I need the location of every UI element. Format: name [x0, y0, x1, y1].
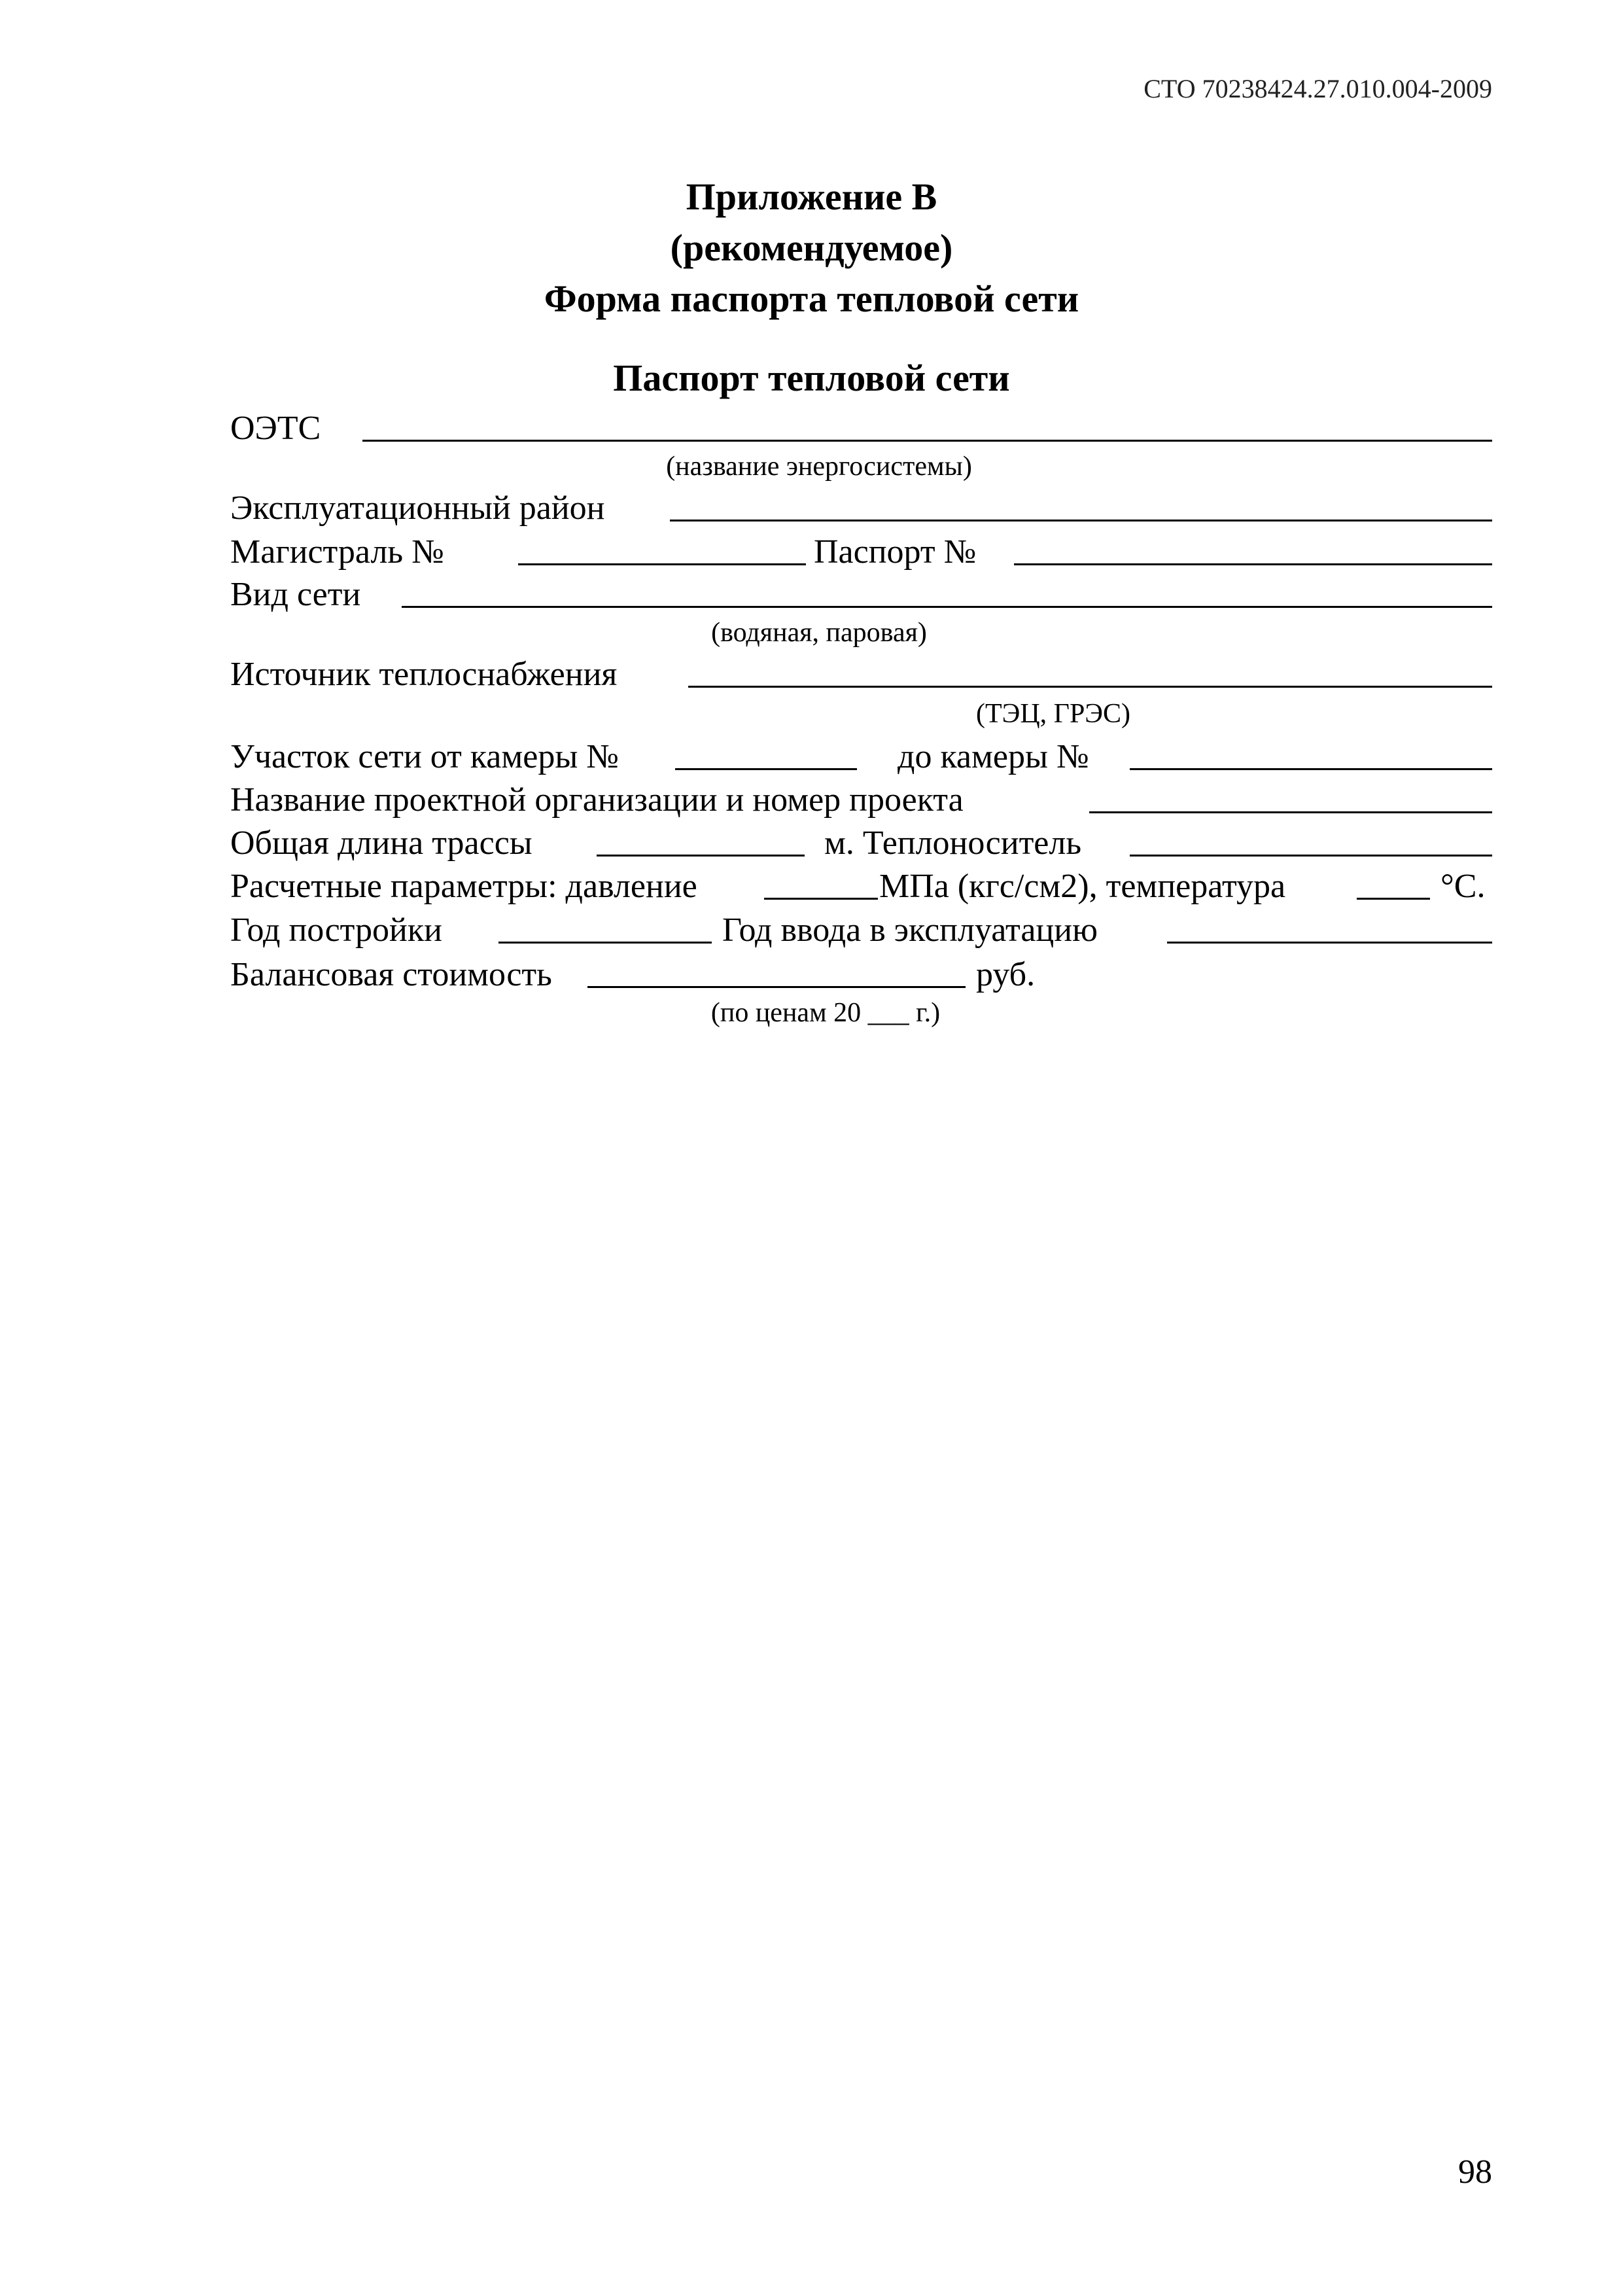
design-org-label: Название проектной организации и номер проекта [230, 781, 964, 819]
district-label: Эксплуатационный район [230, 489, 605, 527]
district-field[interactable] [670, 520, 1492, 521]
row-design-params [230, 865, 1492, 908]
row-years [230, 909, 1492, 952]
row-route-length [230, 822, 1492, 865]
section-from-label: Участок сети от камеры № [230, 738, 619, 775]
row-balance-cost [230, 953, 1492, 997]
main-label: Магистраль № [230, 533, 444, 571]
coolant-field[interactable] [1130, 855, 1492, 857]
route-length-field[interactable] [597, 855, 805, 857]
price-hint: (по ценам 20 ___ г.) [710, 998, 941, 1028]
row-section [230, 735, 1492, 779]
temperature-field[interactable] [1357, 898, 1430, 900]
main-number-field[interactable] [518, 563, 806, 565]
heat-source-field[interactable] [688, 686, 1492, 688]
document-code: СТО 70238424.27.010.004-2009 [1143, 74, 1492, 103]
passport-number-field[interactable] [1014, 563, 1492, 565]
built-year-label: Год постройки [230, 911, 442, 949]
oets-hint: (название энергосистемы) [666, 451, 972, 482]
route-length-label: Общая длина трассы [230, 824, 532, 862]
oets-label: ОЭТС [230, 410, 321, 447]
appendix-line-1: Приложение В [686, 175, 937, 218]
commission-year-label: Год ввода в эксплуатацию [722, 911, 1098, 949]
row-design-org [230, 779, 1492, 822]
row-oets [230, 407, 1492, 450]
temperature-unit: °С. [1440, 868, 1486, 905]
row-network-type [230, 573, 1492, 616]
network-type-field[interactable] [402, 606, 1492, 608]
appendix-line-3: Форма паспорта тепловой сети [544, 277, 1079, 320]
network-type-hint: (водяная, паровая) [711, 618, 927, 648]
balance-cost-unit: руб. [976, 956, 1036, 993]
passport-label: Паспорт № [814, 533, 977, 571]
appendix-line-2: (рекомендуемое) [670, 226, 953, 269]
section-to-field[interactable] [1130, 768, 1492, 770]
balance-cost-field[interactable] [587, 986, 966, 988]
section-from-field[interactable] [675, 768, 857, 770]
network-type-label: Вид сети [230, 576, 361, 613]
params-label: Расчетные параметры: давление [230, 868, 697, 905]
section-to-label: до камеры № [898, 738, 1089, 775]
design-org-field[interactable] [1089, 811, 1492, 813]
row-district [230, 487, 1492, 530]
commission-year-field[interactable] [1167, 942, 1492, 944]
row-heat-source [230, 653, 1492, 696]
heat-source-label: Источник теплоснабжения [230, 656, 618, 693]
heat-source-hint: (ТЭЦ, ГРЭС) [975, 699, 1131, 729]
appendix-title [0, 171, 1623, 325]
row-main-passport [230, 531, 1492, 574]
page-number: 98 [1458, 2153, 1492, 2191]
form-title: Паспорт тепловой сети [613, 357, 1010, 399]
balance-cost-label: Балансовая стоимость [230, 956, 552, 993]
route-length-unit: м. Теплоноситель [824, 824, 1082, 862]
built-year-field[interactable] [498, 942, 712, 944]
pressure-unit: МПа (кгс/см2), температура [879, 868, 1286, 905]
pressure-field[interactable] [764, 898, 878, 900]
oets-field[interactable] [362, 440, 1492, 442]
